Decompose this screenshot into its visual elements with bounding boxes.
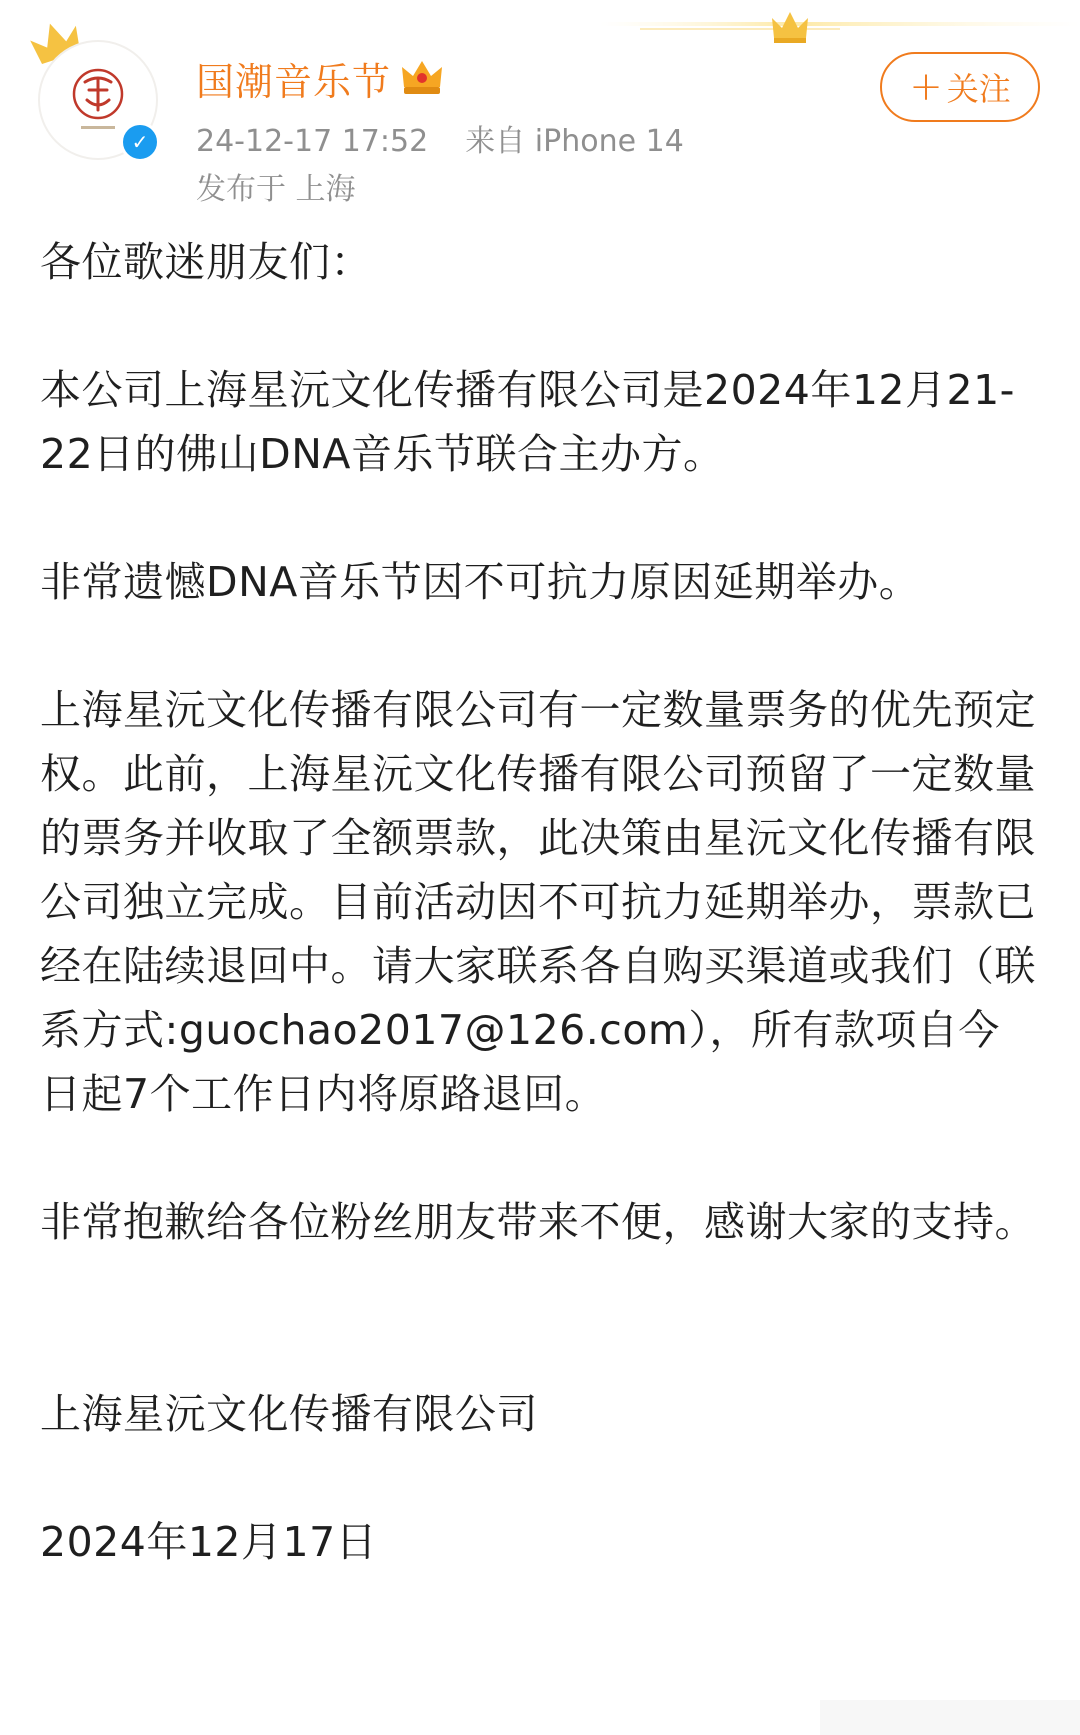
follow-button[interactable]	[880, 52, 1040, 122]
follow-label: 关注	[946, 70, 1011, 108]
post-greeting: 各位歌迷朋友们：	[40, 238, 372, 286]
post-date: 2024年12月17日	[40, 1518, 378, 1566]
plus-icon: +	[909, 64, 943, 110]
post-paragraph-2: 非常遗憾DNA音乐节因不可抗力原因延期举办。	[40, 558, 921, 606]
post-paragraph-4: 非常抱歉给各位粉丝朋友带来不便，感谢大家的支持。	[40, 1198, 1036, 1246]
guochao-logo-icon	[63, 60, 133, 140]
post-location: 发布于 上海	[196, 172, 356, 207]
post-signature: 上海星沅文化传播有限公司	[40, 1390, 538, 1438]
post-meta	[196, 116, 684, 160]
username-row	[196, 50, 443, 106]
vip-crown-icon[interactable]	[401, 59, 443, 97]
post-timestamp: 24-12-17 17:52	[196, 124, 429, 159]
post-paragraph-3: 上海星沅文化传播有限公司有一定数量票务的优先预定权。此前，上海星沅文化传播有限公司预留了一定数量的票务并收取了全额票款，此决策由星沅文化传播有限公司独立完成。目前活动因不可抗力延期举办，票款已经在陆续退回中。请大家联系各自购买渠道或我们（联系方式:guochao2017@126.com），所有款项自今日起7个工作日内将原路退回。	[40, 686, 1036, 1118]
username[interactable]: 国潮音乐节	[196, 59, 392, 104]
banner-decoration-icon	[600, 8, 1080, 48]
watermark-icon	[820, 1700, 1080, 1735]
post-content	[40, 230, 1040, 1574]
avatar-container[interactable]	[38, 40, 158, 160]
verified-badge-icon: ✓	[120, 122, 160, 162]
post-paragraph-1: 本公司上海星沅文化传播有限公司是2024年12月21-22日的佛山DNA音乐节联合主办方。	[40, 366, 1015, 478]
post-source: 来自 iPhone 14	[465, 124, 684, 159]
